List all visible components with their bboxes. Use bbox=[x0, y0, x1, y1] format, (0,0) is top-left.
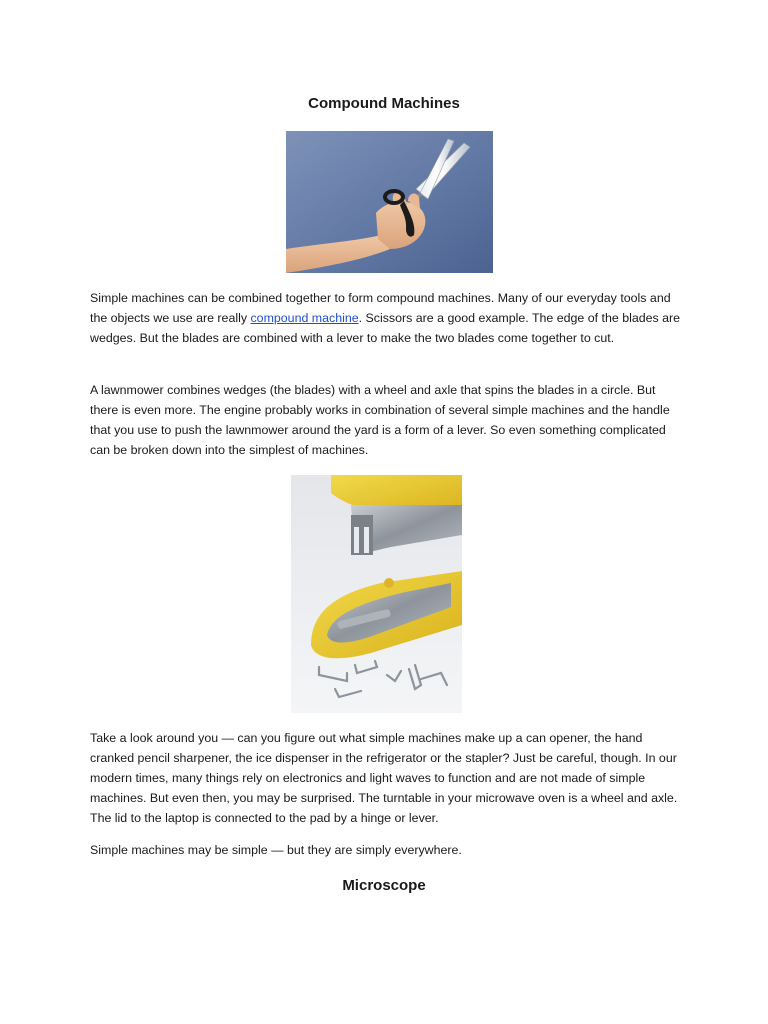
paragraph-scissors bbox=[90, 288, 682, 348]
paragraph-1-text-b: . Scissors are a good example. The edge of the blades are wedges. But the blades are combined with a lever to make the two blades come together to cut. bbox=[90, 311, 681, 345]
compound-machine-link[interactable]: compound machine bbox=[250, 311, 359, 325]
page-title: Compound Machines bbox=[308, 95, 460, 112]
paragraph-look-around: Take a look around you — can you figure out what simple machines make up a can opener, the hand cranked pencil sharpener, the ice dispenser in the refrigerator or the stapler? Just be careful, though. In our modern times, many things rely on electronics and light waves to function and are not made of simple machines. But even then, you may be surprised. The turntable in your microwave oven is a wheel and axle. The lid to the laptop is connected to the pad by a hinge or lever. bbox=[90, 731, 678, 825]
paragraph-lawnmower: A lawnmower combines wedges (the blades) with a wheel and axle that spins the blades in a circle. But there is even more. The engine probably works in combination of several simple machines and the handle that you use to push the lawnmower around the yard is a form of a lever. So even something complicated can be broken down into the simplest of machines. bbox=[90, 383, 670, 457]
paragraph-1-text-a: Simple machines can be combined together to form compound machines. Many of our everyday tools and the objects we use are really bbox=[90, 291, 671, 325]
paragraph-closing: Simple machines may be simple — but they are simply everywhere. bbox=[90, 843, 462, 857]
scissors-photo bbox=[286, 131, 493, 273]
section-heading-microscope: Microscope bbox=[342, 877, 426, 894]
stapler-photo bbox=[291, 475, 462, 713]
